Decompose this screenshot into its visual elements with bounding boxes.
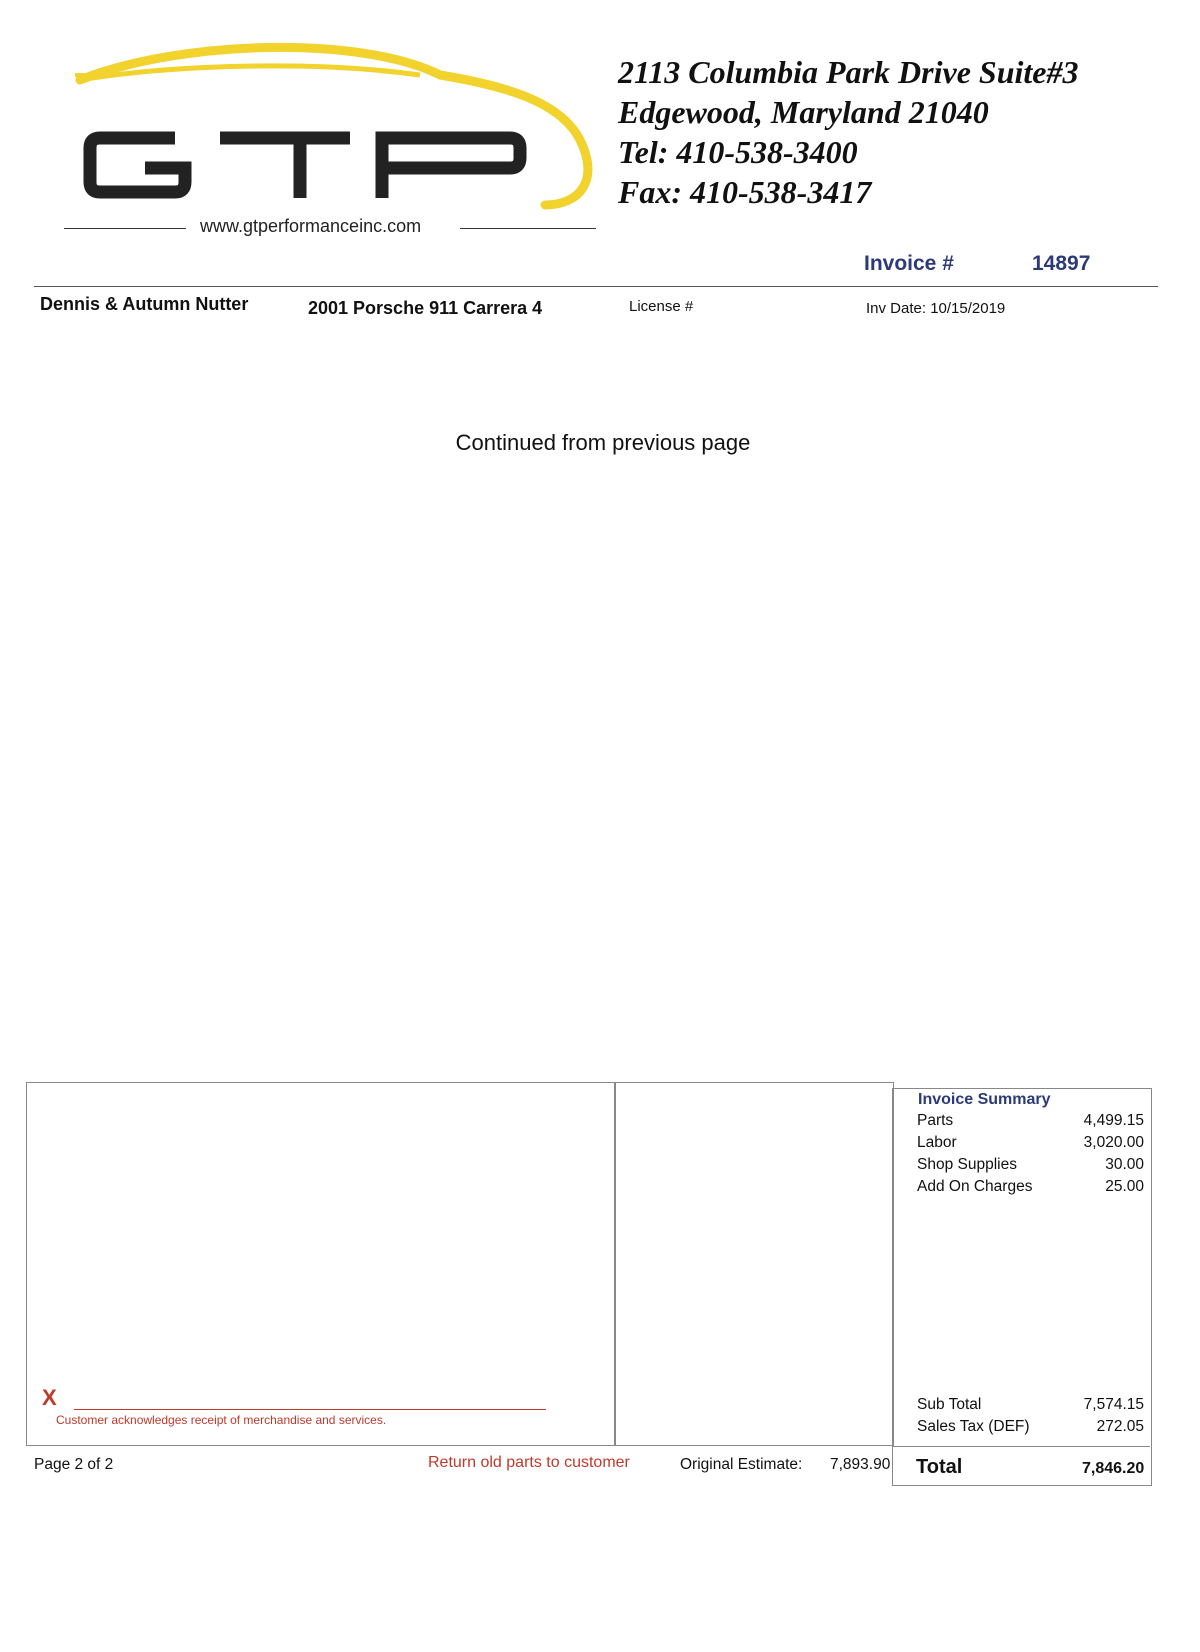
company-fax: Fax: 410-538-3417 bbox=[618, 174, 872, 210]
acknowledgement-text: Customer acknowledges receipt of merchandise and services. bbox=[56, 1413, 387, 1427]
summary-value: 30.00 bbox=[1105, 1156, 1144, 1173]
customer-name: Dennis & Autumn Nutter bbox=[40, 294, 249, 314]
website-link[interactable]: www.gtperformanceinc.com bbox=[200, 216, 422, 236]
return-parts-note: Return old parts to customer bbox=[428, 1454, 630, 1471]
license-label: License # bbox=[629, 298, 694, 315]
summary-label: Shop Supplies bbox=[917, 1156, 1017, 1173]
total-value: 7,846.20 bbox=[1082, 1460, 1145, 1477]
summary-value: 3,020.00 bbox=[1083, 1134, 1144, 1151]
company-tel: Tel: 410-538-3400 bbox=[618, 134, 858, 170]
website-rule-right bbox=[460, 228, 596, 229]
invoice-date: Inv Date: 10/15/2019 bbox=[866, 300, 1006, 317]
website-rule-left bbox=[64, 228, 186, 229]
total-divider bbox=[892, 1446, 1150, 1447]
middle-box bbox=[614, 1082, 894, 1446]
continued-note: Continued from previous page bbox=[455, 430, 751, 455]
summary-value: 4,499.15 bbox=[1083, 1112, 1144, 1129]
page-number: Page 2 of 2 bbox=[34, 1456, 114, 1473]
sales-tax-label: Sales Tax (DEF) bbox=[917, 1418, 1030, 1435]
notes-box bbox=[26, 1082, 616, 1446]
invoice-number: 14897 bbox=[1032, 252, 1091, 275]
summary-label: Parts bbox=[917, 1112, 954, 1129]
original-estimate-value: 7,893.90 bbox=[830, 1456, 891, 1473]
signature-x-mark: X bbox=[42, 1385, 57, 1410]
original-estimate-label: Original Estimate: bbox=[680, 1456, 803, 1473]
header-divider bbox=[34, 286, 1158, 287]
company-address-line1: 2113 Columbia Park Drive Suite#3 bbox=[618, 54, 1079, 90]
gtp-logo bbox=[60, 40, 620, 240]
signature-line[interactable] bbox=[74, 1409, 546, 1410]
company-address-line2: Edgewood, Maryland 21040 bbox=[618, 94, 989, 130]
sales-tax-value: 272.05 bbox=[1096, 1418, 1144, 1435]
total-label: Total bbox=[916, 1456, 963, 1478]
summary-value: 25.00 bbox=[1105, 1178, 1144, 1195]
summary-label: Add On Charges bbox=[917, 1178, 1033, 1195]
vehicle-description: 2001 Porsche 911 Carrera 4 bbox=[308, 298, 543, 318]
invoice-summary-title: Invoice Summary bbox=[918, 1091, 1051, 1108]
subtotal-value: 7,574.15 bbox=[1083, 1396, 1144, 1413]
subtotal-label: Sub Total bbox=[917, 1396, 982, 1413]
invoice-number-label: Invoice # bbox=[864, 252, 954, 275]
summary-label: Labor bbox=[917, 1134, 957, 1151]
